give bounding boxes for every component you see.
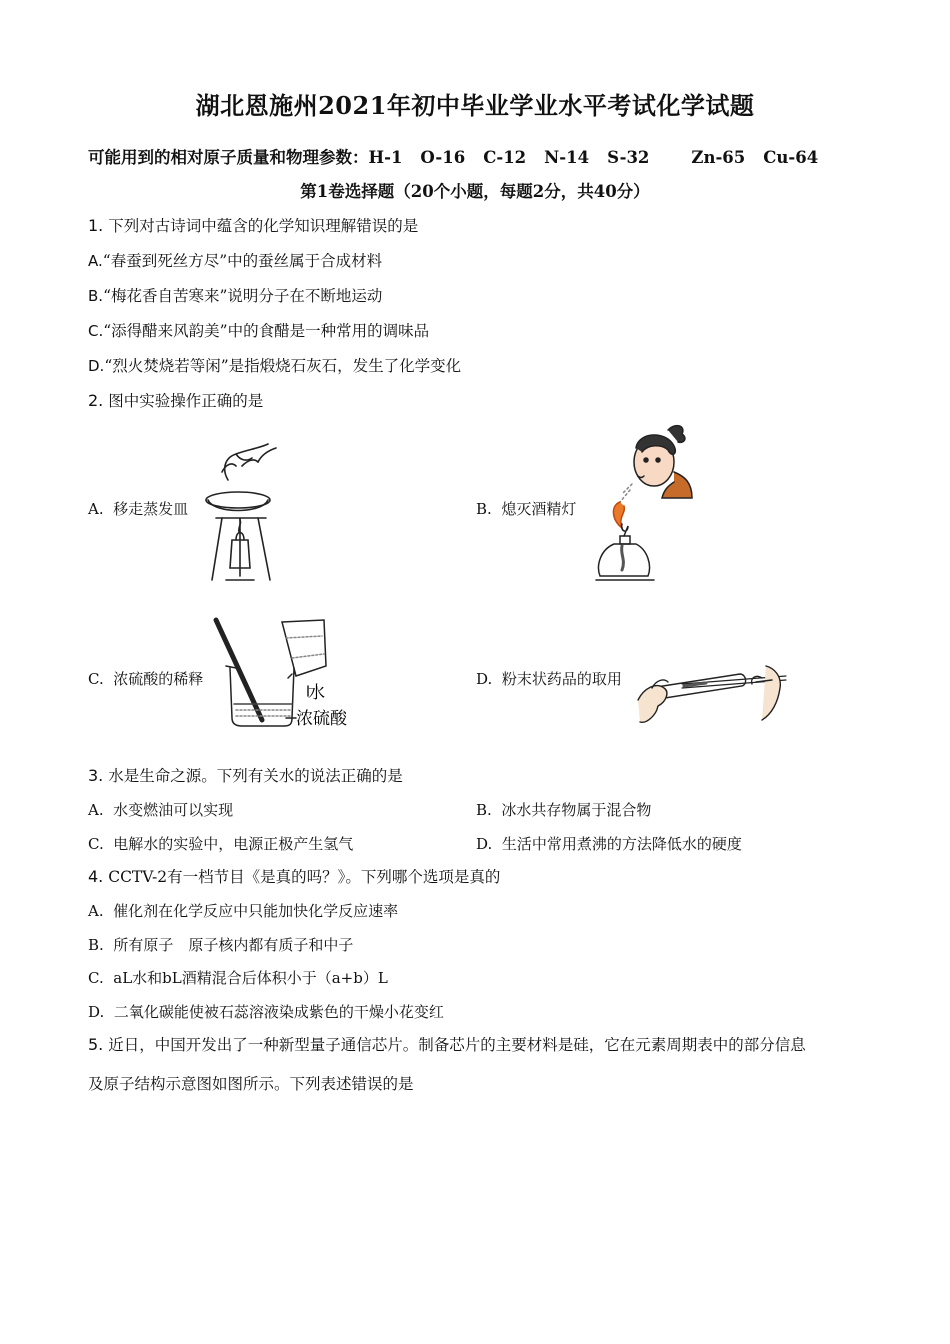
param-h: H-1 (368, 148, 403, 167)
q3-option-d[interactable] (476, 833, 742, 854)
q3-option-b-letter: B. (476, 801, 492, 819)
q4-option-d-text: 二氧化碳能使被石蕊溶液染成紫色的干燥小花变红 (113, 1003, 444, 1021)
q2-option-d[interactable] (476, 668, 622, 689)
q4-option-b[interactable] (88, 934, 353, 955)
q4-option-b-letter: B. (88, 936, 104, 954)
q1-option-b-letter: B. (88, 287, 104, 305)
q2-option-b-text: 熄灭酒精灯 (501, 500, 577, 518)
q5-number: 5. (88, 1035, 104, 1054)
q1-number: 1. (88, 216, 104, 235)
section-header: 第1卷选择题（20个小题，每题2分，共40分） (300, 182, 650, 201)
q1-option-a-text: “春蚕到死丝方尽”中的蚕丝属于合成材料 (102, 252, 383, 270)
q4-option-b-text: 所有原子 原子核内都有质子和中子 (113, 936, 354, 954)
params-label: 可能用到的相对原子质量和物理参数： (88, 148, 369, 167)
q2-option-b-letter: B. (476, 500, 492, 518)
param-c: C-12 (483, 148, 527, 167)
q1-option-b-text: “梅花香自苦寒来”说明分子在不断地运动 (103, 287, 383, 305)
q1-option-c-text: “添得醋来风韵美”中的食醋是一种常用的调味品 (103, 322, 430, 340)
q3-stem (88, 764, 403, 786)
q3-option-c-text: 电解水的实验中，电源正极产生氢气 (113, 835, 354, 853)
q2-option-c-letter: C. (88, 670, 104, 688)
q5-stem-line2: 及原子结构示意图如图所示。下列表述错误的是 (88, 1075, 414, 1093)
q2-text: 图中实验操作正确的是 (108, 392, 264, 410)
q1-option-a-letter: A. (88, 252, 103, 270)
q4-option-a-letter: A. (88, 902, 104, 920)
q2-stem (88, 389, 263, 411)
q2-option-a-letter: A. (88, 500, 104, 518)
q4-option-d-letter: D. (88, 1003, 105, 1021)
q3-option-b[interactable] (476, 799, 651, 820)
q3-option-d-letter: D. (476, 835, 493, 853)
q4-option-a-text: 催化剂在化学反应中只能加快化学反应速率 (113, 902, 399, 920)
param-n: N-14 (544, 148, 590, 167)
q1-text: 下列对古诗词中蕴含的化学知识理解错误的是 (108, 217, 419, 235)
q2-option-c-text: 浓硫酸的稀释 (113, 670, 204, 688)
fig-c-water-label: 水 (308, 683, 325, 703)
q2-option-d-letter: D. (476, 670, 493, 688)
q3-option-c[interactable] (88, 833, 353, 854)
q2-number: 2. (88, 391, 104, 410)
q1-option-d-text: “烈火焚烧若等闲”是指煅烧石灰石，发生了化学变化 (104, 357, 462, 375)
q3-option-b-text: 冰水共存物属于混合物 (501, 801, 652, 819)
q2-option-c[interactable] (88, 668, 203, 689)
q4-number: 4. (88, 867, 104, 886)
param-zn: Zn-65 (691, 148, 746, 167)
q4-option-c-letter: C. (88, 969, 104, 987)
q5-stem-line1 (88, 1033, 806, 1055)
q2-option-b[interactable] (476, 498, 576, 519)
fig-c-acid-label: 浓硫酸 (296, 709, 347, 729)
q2-option-d-text: 粉末状药品的取用 (501, 670, 622, 688)
q1-option-d[interactable] (88, 354, 461, 376)
q2-option-a-text: 移走蒸发皿 (113, 500, 189, 518)
q4-stem (88, 865, 500, 887)
fig-alcohol-lamp (592, 420, 700, 586)
page-title: 湖北恩施州2021年初中毕业学业水平考试化学试题 (195, 91, 755, 120)
q4-option-a[interactable] (88, 900, 398, 921)
param-o: O-16 (420, 148, 466, 167)
q2-option-a[interactable] (88, 498, 188, 519)
param-cu: Cu-64 (763, 148, 819, 167)
q3-option-d-text: 生活中常用煮沸的方法降低水的硬度 (501, 835, 742, 853)
q3-option-c-letter: C. (88, 835, 104, 853)
q1-stem (88, 214, 418, 236)
param-s: S-32 (607, 148, 650, 167)
q4-option-d[interactable] (88, 1001, 444, 1022)
fig-evaporating-dish (196, 440, 286, 585)
q5-text-line1: 近日，中国开发出了一种新型量子通信芯片。制备芯片的主要材料是硅，它在元素周期表中的部分信息 (108, 1036, 806, 1054)
fig-powder-reagent (636, 658, 786, 728)
q1-option-a[interactable] (88, 249, 382, 271)
q4-option-c[interactable] (88, 967, 388, 988)
q3-option-a-letter: A. (88, 801, 104, 819)
q3-option-a[interactable] (88, 799, 233, 820)
q1-option-b[interactable] (88, 284, 382, 306)
q1-option-c-letter: C. (88, 322, 104, 340)
atomic-mass-params (88, 144, 818, 168)
q4-option-c-text: aL水和bL酒精混合后体积小于（a+b）L (113, 969, 388, 987)
q4-text: CCTV-2有一档节目《是真的吗？》。下列哪个选项是真的 (108, 868, 501, 886)
q3-text: 水是生命之源。下列有关水的说法正确的是 (108, 767, 403, 785)
q1-option-c[interactable] (88, 319, 429, 341)
fig-acid-dilution (212, 614, 362, 730)
q3-number: 3. (88, 766, 104, 785)
q3-option-a-text: 水变燃油可以实现 (113, 801, 234, 819)
q1-option-d-letter: D. (88, 357, 105, 375)
